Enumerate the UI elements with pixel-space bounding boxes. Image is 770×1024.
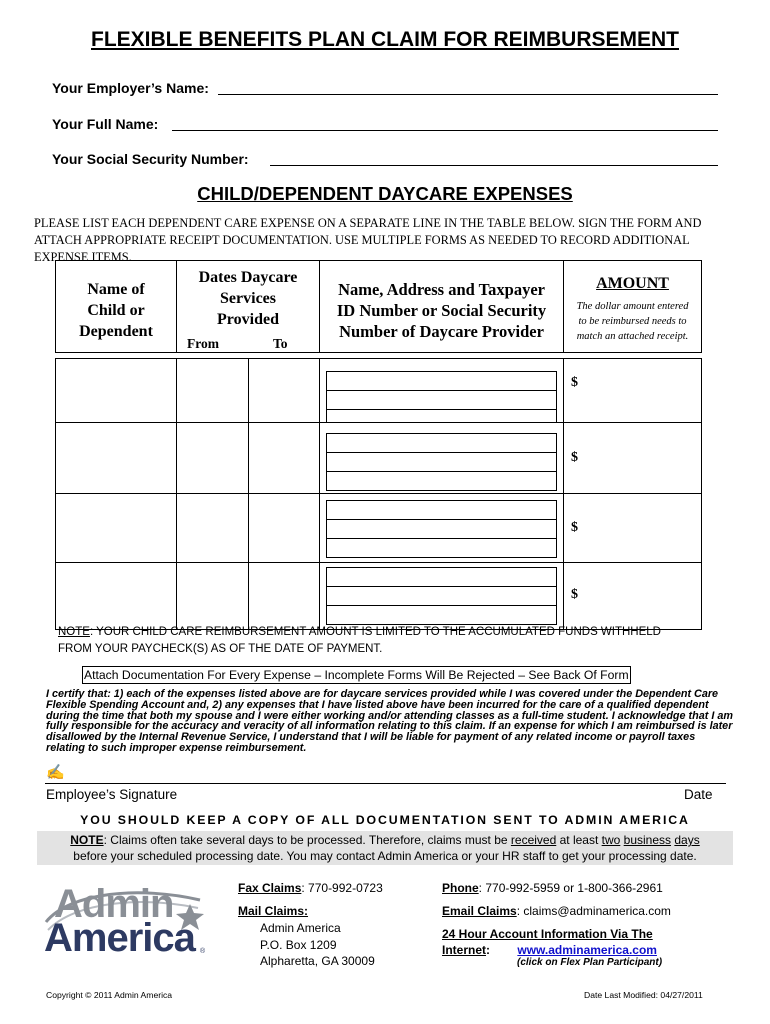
internet-colon: : — [486, 943, 491, 957]
amount-title: AMOUNT — [596, 275, 669, 292]
admin-america-logo — [40, 882, 210, 974]
phone-value: : 770-992-5959 or 1-800-366-2961 — [478, 881, 663, 895]
to-date-cell[interactable] — [249, 494, 320, 563]
logo-text-america: America — [44, 916, 195, 960]
internet-heading: 24 Hour Account Information Via The — [442, 927, 653, 941]
copyright-text: Copyright © 2011 Admin America — [46, 990, 173, 1000]
expense-row — [56, 494, 702, 563]
from-date-cell[interactable] — [177, 423, 249, 494]
section-title: CHILD/DEPENDENT DAYCARE EXPENSES — [197, 183, 573, 204]
form-title: FLEXIBLE BENEFITS PLAN CLAIM FOR REIMBURSEMENT — [91, 28, 679, 51]
expense-table — [55, 260, 702, 630]
dollar-sign: $ — [571, 450, 579, 465]
note-label: NOTE — [58, 626, 90, 638]
expense-table-header — [56, 261, 702, 353]
fax-claims-value: : 770-992-0723 — [301, 881, 383, 895]
provider-line[interactable] — [326, 567, 557, 587]
to-date-cell[interactable] — [249, 563, 320, 630]
full-name-line[interactable] — [172, 130, 718, 131]
header-name-line1: Name of — [87, 281, 145, 298]
fax-claims-label: Fax Claims — [238, 881, 302, 895]
instructions-text: PLEASE LIST EACH DEPENDENT CARE EXPENSE ON A SEPARATE LINE IN THE TABLE BELOW. SIGN THE FORM AND ATTACH APPROPRIATE RECEIPT DOCUMENTATION. USE MULTIPLE FORMS AS NEEDED TO RECORD ADDITIONAL EXPENSE ITEMS. — [34, 216, 702, 264]
note-text: : YOUR CHILD CARE REIMBURSEMENT AMOUNT IS LIMITED TO THE ACCUMULATED FUNDS WITHHELD FROM YOUR PAYCHECK(S) AS OF THE DATE OF PAYMENT. — [58, 626, 661, 655]
processing-note-label: NOTE — [70, 833, 104, 847]
internet-line — [442, 942, 657, 958]
signature-field[interactable] — [172, 770, 724, 782]
processing-note-box — [37, 831, 733, 865]
header-dates-line1: Dates Daycare — [198, 269, 298, 286]
website-link[interactable]: www.adminamerica.com — [517, 943, 657, 957]
email-value: : claims@adminamerica.com — [516, 904, 671, 918]
signature-line — [45, 783, 726, 784]
processing-business: business — [623, 833, 672, 847]
provider-cell — [320, 359, 564, 423]
header-provider-line3: Number of Daycare Provider — [339, 322, 544, 341]
expense-row — [56, 359, 702, 423]
provider-cell — [320, 423, 564, 494]
provider-line[interactable] — [326, 500, 557, 520]
ssn-line[interactable] — [270, 165, 718, 166]
header-from: From — [187, 336, 219, 351]
mail-claims-label: Mail Claims: — [238, 904, 309, 918]
reimbursement-note — [58, 624, 698, 657]
provider-line[interactable] — [326, 519, 557, 539]
provider-cell — [320, 494, 564, 563]
dollar-sign: $ — [571, 520, 579, 535]
from-date-cell[interactable] — [177, 359, 249, 423]
processing-note-text2: at least — [556, 833, 602, 847]
provider-line[interactable] — [326, 390, 557, 410]
pen-icon: ✍ — [46, 764, 65, 781]
ssn-label: Your Social Security Number: — [52, 151, 249, 167]
provider-line[interactable] — [326, 452, 557, 472]
child-name-cell[interactable] — [56, 359, 177, 423]
fax-claims — [238, 880, 383, 896]
child-name-cell[interactable] — [56, 423, 177, 494]
email-label: Email Claims — [442, 904, 517, 918]
amount-cell[interactable] — [564, 494, 702, 563]
provider-line[interactable] — [326, 538, 557, 558]
expense-row — [56, 423, 702, 494]
amount-cell[interactable] — [564, 563, 702, 630]
header-provider-line1: Name, Address and Taxpayer — [338, 280, 545, 299]
employer-name-label: Your Employer’s Name: — [52, 80, 209, 96]
header-dates-line3: Provided — [217, 311, 279, 328]
to-date-cell[interactable] — [249, 359, 320, 423]
internet-label: Internet — [442, 943, 487, 957]
provider-line[interactable] — [326, 409, 557, 422]
phone-label: Phone — [442, 881, 479, 895]
mail-address-line2: P.O. Box 1209 — [260, 937, 337, 952]
provider-line[interactable] — [326, 371, 557, 391]
child-name-cell[interactable] — [56, 494, 177, 563]
header-dates-line2: Services — [220, 290, 276, 307]
processing-two: two — [601, 833, 621, 847]
provider-line[interactable] — [326, 586, 557, 606]
header-provider — [320, 261, 564, 353]
header-amount — [564, 261, 702, 353]
amount-cell[interactable] — [564, 359, 702, 423]
from-date-cell[interactable] — [177, 563, 249, 630]
employee-signature-label: Employee’s Signature — [46, 787, 178, 802]
amount-note-line1: The dollar amount entered — [576, 301, 689, 312]
processing-note-line2: before your scheduled processing date. You may contact Admin America or your HR staff to get your processing date. — [73, 849, 697, 863]
amount-note-line3: match an attached receipt. — [576, 331, 689, 342]
mail-address-line1: Admin America — [260, 921, 341, 935]
provider-line[interactable] — [326, 471, 557, 491]
header-name-of-child — [56, 261, 177, 353]
processing-note-line1 — [37, 831, 733, 848]
certification-text: I certify that: 1) each of the expenses listed above are for daycare services provided while I was covered under the Dependent Care Flexible Spending Account and, 2) any expenses that I have listed above have been incurred for the care of a qualified dependent during the time that both my spouse and I were either working and/or attending classes as a full-time student. I acknowledge that I am fully responsible for the accuracy and veracity of all information relating to this claim. If an expense for which I am reimbursed is later disallowed by the Internal Revenue Service, I understand that I will be liable for payment of any related income or payroll taxes relating to such improper expense reimbursement. — [46, 688, 733, 754]
provider-line[interactable] — [326, 433, 557, 453]
website-hint: (click on Flex Plan Participant) — [517, 957, 663, 968]
header-dates — [177, 261, 320, 353]
full-name-label: Your Full Name: — [52, 116, 159, 132]
mail-address — [260, 920, 375, 970]
attach-documentation-notice: Attach Documentation For Every Expense – Incomplete Forms Will Be Rejected – See Back Of Form — [84, 668, 629, 682]
processing-days: days — [674, 833, 700, 847]
amount-note — [564, 299, 701, 344]
header-to: To — [273, 336, 288, 351]
to-date-cell[interactable] — [249, 423, 320, 494]
mail-address-line3: Alpharetta, GA 30009 — [260, 954, 375, 968]
phone-contact — [442, 880, 663, 896]
processing-received: received — [510, 833, 557, 847]
amount-cell[interactable] — [564, 423, 702, 494]
dollar-sign: $ — [571, 587, 579, 602]
child-name-cell[interactable] — [56, 563, 177, 630]
processing-note-text1: : Claims often take several days to be processed. Therefore, claims must be — [103, 833, 511, 847]
amount-note-line2: to be reimbursed needs to — [578, 316, 687, 327]
provider-cell — [320, 563, 564, 630]
logo-registered: ® — [200, 948, 206, 955]
header-provider-line2: ID Number or Social Security — [336, 301, 547, 320]
provider-line[interactable] — [326, 605, 557, 625]
email-contact — [442, 903, 671, 919]
employer-name-line[interactable] — [218, 94, 718, 95]
dollar-sign: $ — [571, 375, 579, 390]
date-label: Date — [684, 787, 713, 802]
date-modified-text: Date Last Modified: 04/27/2011 — [584, 990, 703, 1000]
from-date-cell[interactable] — [177, 494, 249, 563]
logo-text-admin: Admin — [54, 882, 174, 926]
keep-copy-notice: YOU SHOULD KEEP A COPY OF ALL DOCUMENTATION SENT TO ADMIN AMERICA — [80, 813, 690, 827]
expense-row — [56, 563, 702, 630]
header-name-line3: Dependent — [79, 323, 153, 340]
header-name-line2: Child or — [87, 302, 145, 319]
